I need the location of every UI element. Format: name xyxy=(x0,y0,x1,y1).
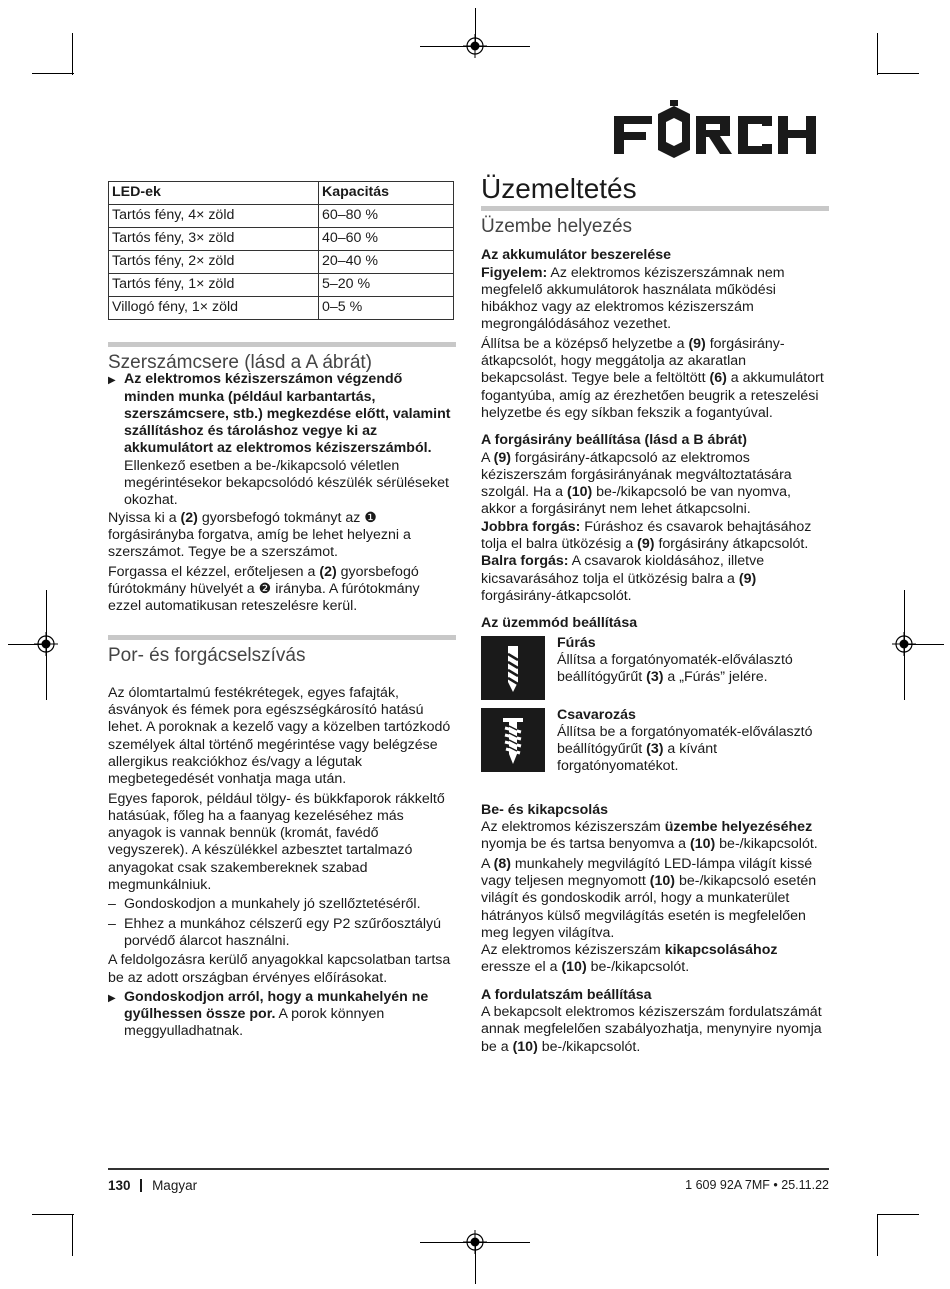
paragraph xyxy=(108,564,456,616)
paragraph xyxy=(481,265,829,334)
page-number: 130 xyxy=(108,1178,131,1193)
ref-number: (3) xyxy=(646,741,664,758)
paragraph xyxy=(481,519,829,554)
ref-number: (8) xyxy=(493,855,511,872)
ref-number: (6) xyxy=(709,370,727,387)
paragraph xyxy=(481,856,829,942)
crop-mark xyxy=(72,33,73,75)
text: forgásirány-átkapcsolót, hogy meggátolja az akaratlan bekapcsolást. Tegye bele a feltöltött xyxy=(481,335,785,387)
table-cell: Tartós fény, 2× zöld xyxy=(109,251,319,274)
paragraph xyxy=(481,1004,829,1056)
text: Állítsa be a középső helyzetbe a xyxy=(481,335,689,352)
text: be-/kikapcsolót. xyxy=(715,836,818,853)
paragraph: Egyes faporok, például tölgy- és bükkfaporok rákkeltő hatásúak, főleg ha a faanyag kezeléséhez más anyagok is vannak bennük (kromát, favédő vegyszerek). A készülékkel azbesztet tartalmazó anyagokat csak szakembereknek szabad megmunkálniuk. xyxy=(108,790,445,894)
crop-mark xyxy=(877,73,919,74)
text: Állítsa a forgatónyomaték-előválasztó beállítógyűrűt xyxy=(557,651,793,686)
ref-number: (9) xyxy=(738,570,757,587)
ref-number: (9) xyxy=(637,536,655,553)
table-cell: 40–60 % xyxy=(319,228,454,251)
section-title-tool-change: Szerszámcsere (lásd a A ábrát) xyxy=(108,342,456,371)
table-header-row xyxy=(109,182,454,205)
paragraph xyxy=(481,942,829,977)
mode-title: Fúrás xyxy=(557,634,596,651)
text: forgásirány-átkapcsoló az elektromos kéziszerszám forgásirányának megváltoztatására szolgál. Ha a xyxy=(481,449,792,501)
text: Az elektromos kéziszerszámnak nem megfelelő akkumulátorok használata működési hibákhoz vagy az elektromos kéziszerszám megrongálódásához vezethet. xyxy=(481,264,785,333)
footer-doc-code: 1 609 92A 7MF • 25.11.22 xyxy=(685,1178,829,1192)
text: a akkumulátort fogantyúba, amíg az érezhetően beugrik a reteszelési helyzetbe és egy síkban fekszik a fogantyúval. xyxy=(481,370,824,421)
subsection-title: Be- és kikapcsolás xyxy=(481,801,608,818)
text: eressze el a xyxy=(481,959,562,976)
dash-list-item: – Gondoskodjon a munkahely jó szellőztetéséről. xyxy=(108,896,456,913)
table-header-cell: LED-ek xyxy=(109,182,319,205)
forch-logo xyxy=(612,100,828,162)
warning-text: Ellenkező esetben a be-/kikapcsoló véletlen megérintésekor bekapcsolódó készülék sérüléseket okozhat. xyxy=(124,457,449,509)
table-row xyxy=(109,205,454,228)
table-row xyxy=(109,251,454,274)
page-title: Üzemeltetés xyxy=(481,173,637,204)
paragraph xyxy=(108,510,456,562)
crop-mark xyxy=(877,33,878,75)
footer-separator xyxy=(140,1179,142,1192)
footer-left xyxy=(108,1178,197,1193)
subsection-title: A forgásirány beállítása (lásd a B ábrát) xyxy=(481,432,747,449)
text: be-/kikapcsolót. xyxy=(537,1038,641,1055)
warning-bold-text: Gondoskodjon arról, hogy a munkahelyén ne gyűlhessen össze por. xyxy=(124,988,429,1023)
crop-mark xyxy=(877,1214,878,1256)
subsection-title: Az üzemmód beállítása xyxy=(481,615,638,632)
led-capacity-table xyxy=(108,181,454,320)
table-row xyxy=(109,297,454,320)
text: gyorsbefogó fúrótokmány hüvelyét a ❷ irányba. A fúrótokmány ezzel automatikusan reteszelésre kerül. xyxy=(108,563,420,615)
table-cell: 60–80 % xyxy=(319,205,454,228)
ref-number: (2) xyxy=(180,509,198,526)
table-header-cell: Kapacitás xyxy=(319,182,454,205)
bold-lead: Jobbra forgás: xyxy=(481,518,581,535)
crop-mark xyxy=(32,1214,74,1215)
ref-number: (10) xyxy=(566,484,593,501)
table-cell: 20–40 % xyxy=(319,251,454,274)
ref-number: (9) xyxy=(688,335,706,352)
table-cell: Tartós fény, 4× zöld xyxy=(109,205,319,228)
paragraph: Az ólomtartalmú festékrétegek, egyes fafajták, ásványok és fémek pora egészségkárosító hatású lehet. A poroknak a kezelő vagy a közelben tartózkodó személyek által történő megérintése vagy belégzése allergikus reakciókhoz és/vagy a légutak megbetegedését vonhatja maga után. xyxy=(108,684,451,788)
text: nyomja be és tartsa benyomva a xyxy=(481,836,690,853)
bold-lead: Figyelem: xyxy=(481,264,548,281)
text: A csavarok kioldásához, illetve kicsavarásához tolja el ütközésig balra a xyxy=(481,553,765,587)
drill-bit-icon xyxy=(481,636,545,700)
subsection-title: A fordulatszám beállítása xyxy=(481,986,652,1003)
text: forgásirány-átkapcsolót. xyxy=(481,587,632,604)
text: Fúráshoz és csavarok behajtásához tolja el balra ütközésig a xyxy=(481,518,812,553)
crop-mark xyxy=(420,1242,530,1243)
text: A xyxy=(481,855,494,872)
ref-number: (10) xyxy=(689,836,716,853)
warning-paragraph xyxy=(108,371,456,509)
text: a kívánt forgatónyomatékot. xyxy=(557,741,718,775)
crop-mark xyxy=(32,73,74,74)
paragraph xyxy=(557,652,829,687)
text: be-/kikapcsolót. xyxy=(586,959,690,976)
ref-number: (10) xyxy=(512,1038,538,1055)
paragraph xyxy=(481,336,829,422)
right-column xyxy=(481,172,829,1056)
ref-number: (10) xyxy=(649,872,675,889)
screw-icon xyxy=(481,708,545,772)
paragraph xyxy=(557,724,829,776)
paragraph: A feldolgozásra kerülő anyagokkal kapcsolatban tartsa be az adott országban érvényes előírásokat. xyxy=(108,952,451,986)
text: A bekapcsolt elektromos kéziszerszám fordulatszámát annak megfelelően szabályozhatja, menynyire nyomja be a xyxy=(481,1003,822,1055)
text: Nyissa ki a xyxy=(108,509,181,526)
ref-number: (3) xyxy=(646,669,664,686)
section-title-startup: Üzembe helyezés xyxy=(481,206,829,235)
footer-language: Magyar xyxy=(152,1178,198,1193)
warning-bold-text: Az elektromos kéziszerszámon végzendő minden munka (például karbantartás, szerszámcsere, stb.) megkezdése előtt, valamint szállításhoz és tároláshoz vegye ki az akkumulátort az elektromos kéziszerszámból. xyxy=(124,371,451,457)
mode-drilling xyxy=(481,635,829,703)
warning-text: A porok könnyen meggyulladhatnak. xyxy=(124,1006,385,1040)
crop-mark xyxy=(46,590,47,700)
paragraph xyxy=(481,819,829,854)
dash-list-item: – Ehhez a munkához célszerű egy P2 szűrőosztályú porvédő álarcot használni. xyxy=(108,916,456,951)
text: be-/kikapcsoló esetén világít és gondoskodik arról, hogy a munkaterület hátrányos külső megvilágítás esetén is megfelelően meg legyen világítva. xyxy=(481,872,817,941)
crop-mark xyxy=(72,1214,73,1256)
text: Az elektromos kéziszerszám xyxy=(481,819,665,836)
text: Az elektromos kéziszerszám xyxy=(481,942,665,959)
table-cell: Tartós fény, 3× zöld xyxy=(109,228,319,251)
table-cell: Villogó fény, 1× zöld xyxy=(109,297,319,320)
text: gyorsbefogó tokmányt az ❶ forgásirányba forgatva, amíg be lehet helyezni a szerszámot. Tegye be a szerszámot. xyxy=(108,509,411,561)
ref-number: (10) xyxy=(561,959,587,976)
text: forgásirány átkapcsolót. xyxy=(654,536,809,553)
bold-lead: Balra forgás: xyxy=(481,553,569,570)
footer-rule xyxy=(108,1168,829,1170)
ref-number: (9) xyxy=(493,449,511,466)
table-row xyxy=(109,228,454,251)
text: be-/kikapcsoló be van nyomva, akkor a forgásirányt nem lehet átkapcsolni. xyxy=(481,484,791,518)
text: A xyxy=(481,449,494,466)
subsection-title: Az akkumulátor beszerelése xyxy=(481,247,672,264)
left-column xyxy=(108,181,456,1041)
table-row xyxy=(109,274,454,297)
crop-mark xyxy=(904,590,905,700)
text: Állítsa be a forgatónyomaték-előválasztó beállítógyűrűt xyxy=(557,723,813,758)
crop-mark xyxy=(904,644,944,645)
table-cell: Tartós fény, 1× zöld xyxy=(109,274,319,297)
crop-mark xyxy=(8,644,48,645)
table-cell: 5–20 % xyxy=(319,274,454,297)
table-cell: 0–5 % xyxy=(319,297,454,320)
warning-paragraph xyxy=(108,989,456,1041)
paragraph xyxy=(481,553,829,605)
mode-title: Csavarozás xyxy=(557,706,636,723)
text: a „Fúrás” jelére. xyxy=(663,669,768,686)
section-title-dust-extraction: Por- és forgácselszívás xyxy=(108,635,456,664)
bold-text: üzembe helyezéséhez xyxy=(664,819,813,836)
mode-screwdriving xyxy=(481,707,829,776)
crop-mark xyxy=(475,1244,476,1284)
crop-mark xyxy=(475,8,476,48)
text: munkahely megvilágító LED-lámpa világít kissé vagy teljesen megnyomott xyxy=(481,855,813,889)
bold-text: kikapcsolásához xyxy=(664,942,778,959)
crop-mark xyxy=(877,1214,919,1215)
paragraph xyxy=(481,450,829,519)
ref-number: (2) xyxy=(319,563,337,580)
text: Forgassa el kézzel, erőteljesen a xyxy=(108,563,320,580)
